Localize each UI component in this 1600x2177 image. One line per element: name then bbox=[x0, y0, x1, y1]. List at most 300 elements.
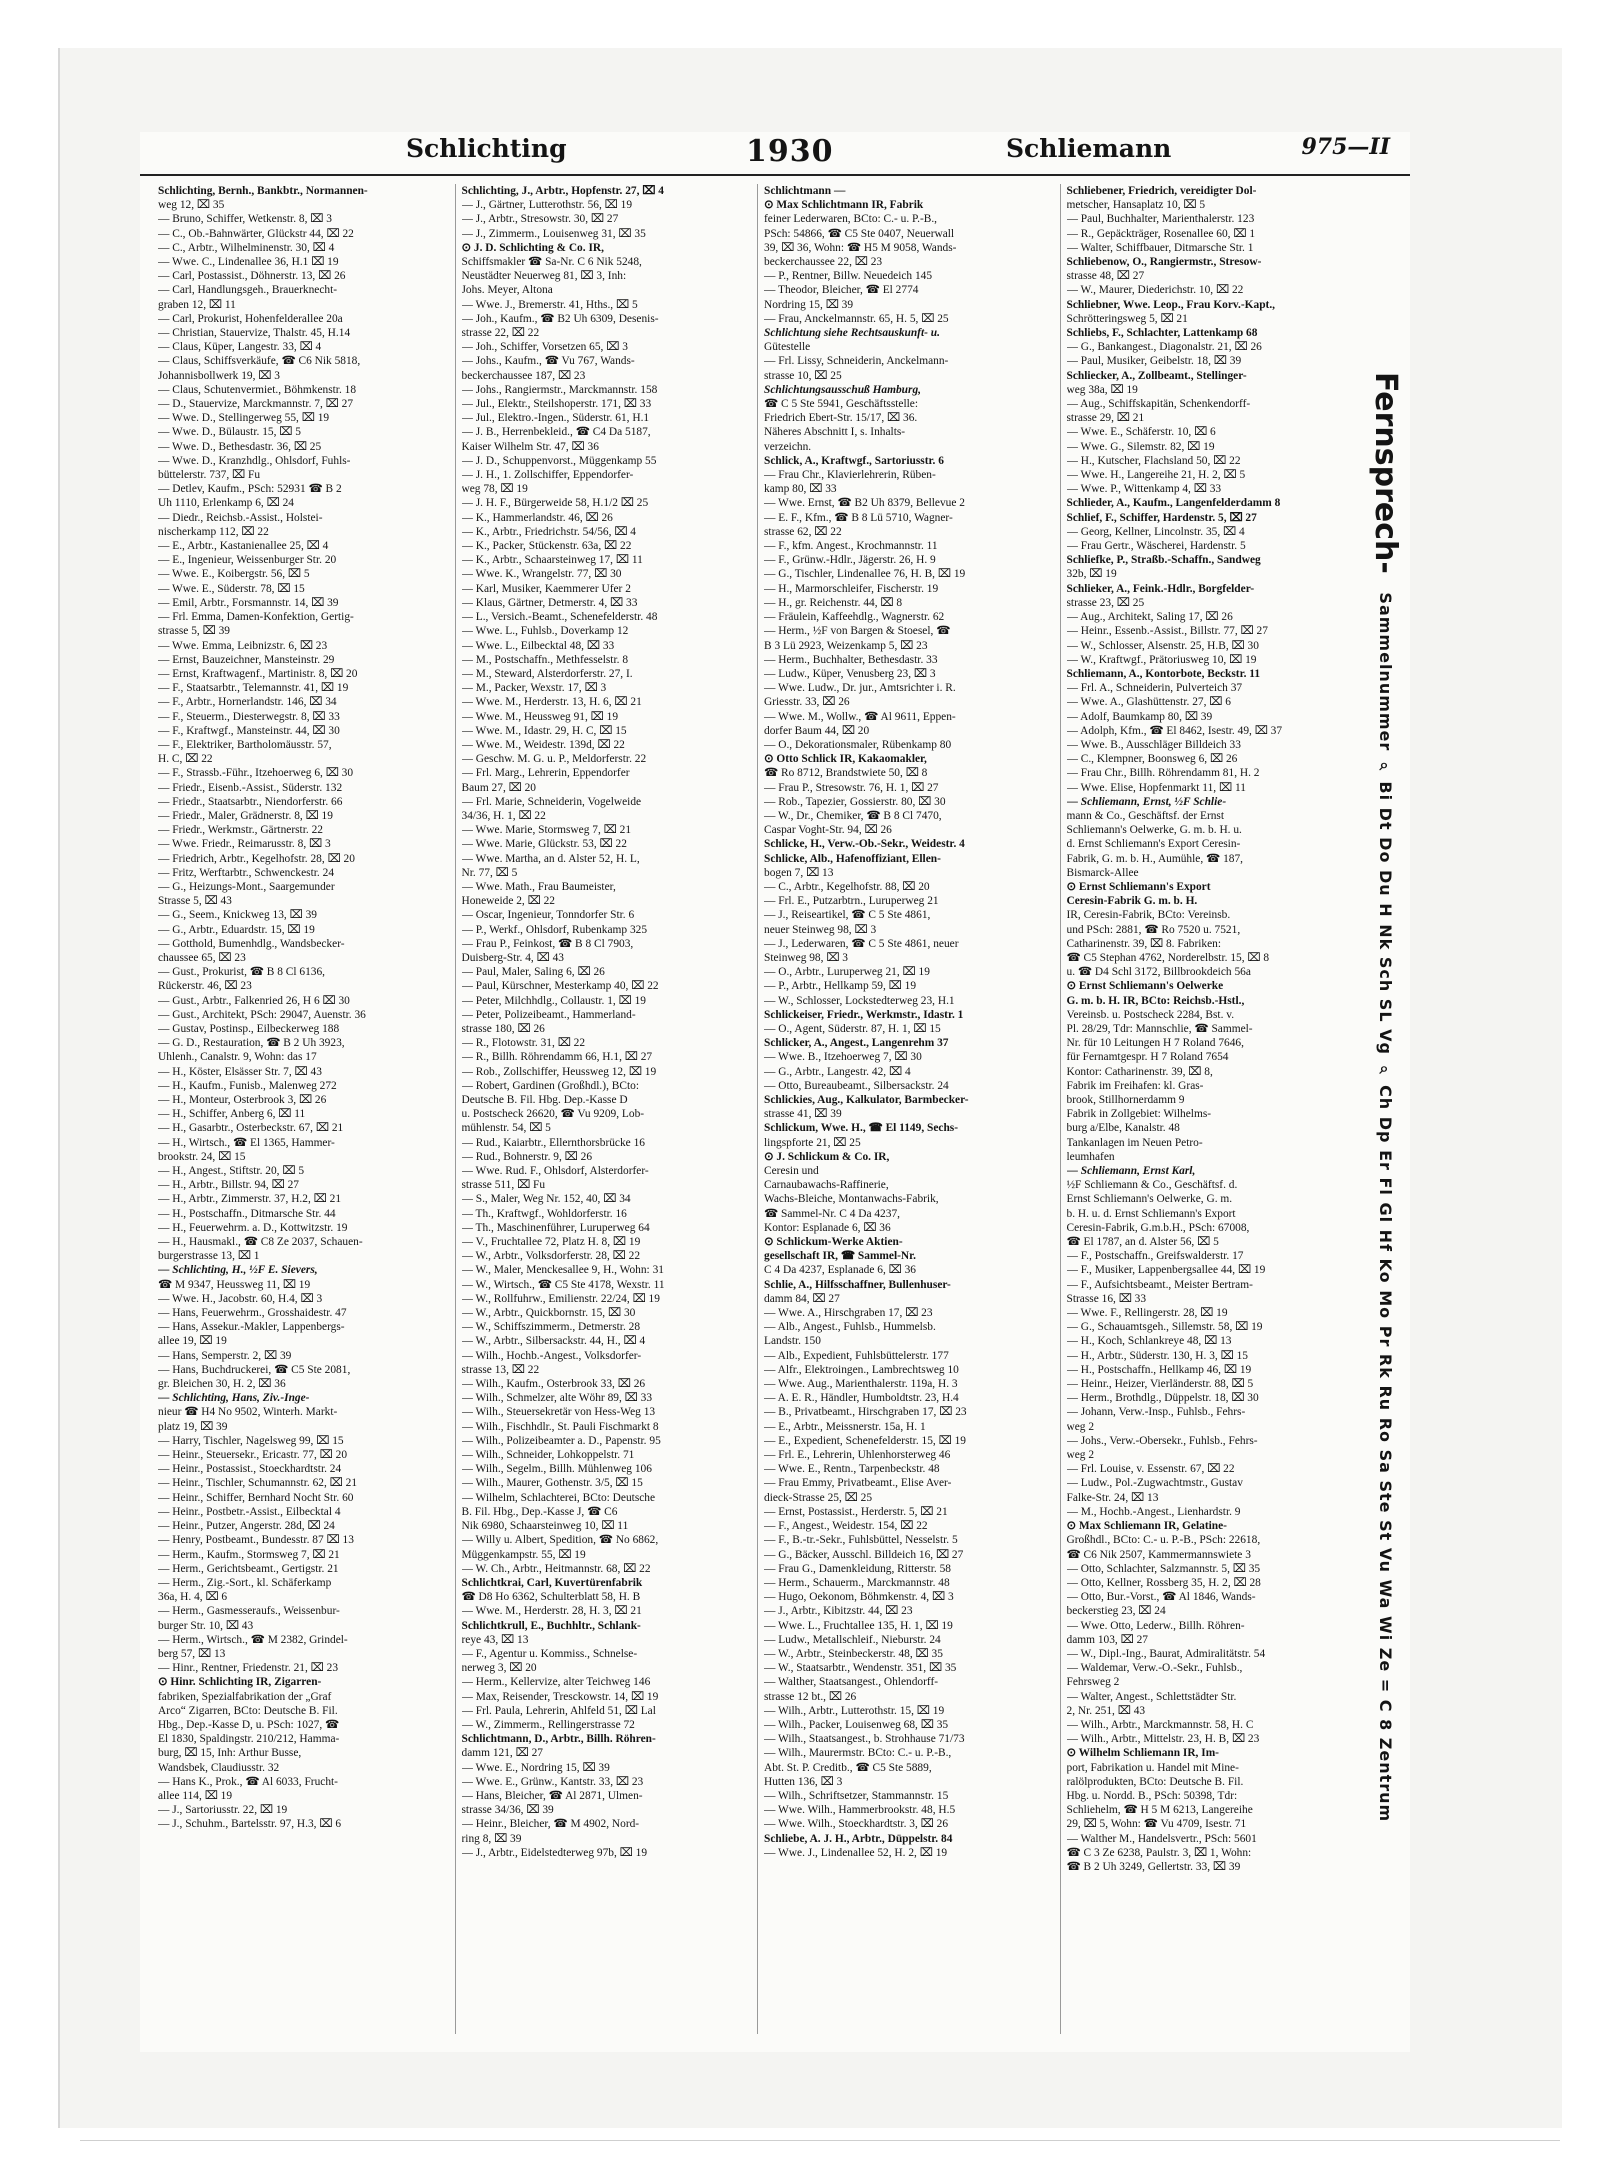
directory-entry-line: Kaiser Wilhelm Str. 47, ⌧ 36 bbox=[461, 440, 599, 453]
directory-entry-line: — J., Schuhm., Bartelsstr. 97, H.3, ⌧ 6 bbox=[158, 1818, 342, 1831]
directory-entry-line: Strasse 5, ⌧ 43 bbox=[158, 895, 232, 908]
directory-entry-line: — W., Arbtr., Volksdorferstr. 28, ⌧ 22 bbox=[461, 1250, 641, 1263]
directory-entry-line: ☎ C5 Stephan 4762, Norderelbstr. 15, ⌧ 8 bbox=[1066, 951, 1270, 964]
directory-entry-line: — Alfr., Elektroingen., Lambrechtsweg 10 bbox=[764, 1363, 959, 1376]
directory-entry-line: büttelerstr. 737, ⌧ Fu bbox=[158, 469, 261, 482]
directory-entry-line: ☎ Sammel-Nr. C 4 Da 4237, bbox=[764, 1207, 900, 1220]
directory-entry-line: — Ludw., Pol.-Zugwachtmstr., Gustav bbox=[1066, 1477, 1243, 1490]
directory-entry-line: — Ludw., Küper, Venusberg 23, ⌧ 3 bbox=[764, 667, 936, 680]
directory-entry-line: — Joh., Schiffer, Vorsetzen 65, ⌧ 3 bbox=[461, 341, 628, 354]
directory-entry-line: Wachs-Bleiche, Montanwachs-Fabrik, bbox=[764, 1193, 939, 1206]
directory-entry-line: strasse 41, ⌧ 39 bbox=[764, 1108, 842, 1121]
directory-entry-line: — Wwe. H., Jacobstr. 60, H.4, ⌧ 3 bbox=[158, 1292, 323, 1305]
directory-entry-line: Nr. für 10 Leitungen H 7 Roland 7646, bbox=[1066, 1037, 1244, 1050]
directory-entry-line: Schlicke, H., Verw.-Ob.-Sekr., Weidestr. 4 bbox=[764, 838, 965, 851]
directory-entry-line: — Frau P., Stresowstr. 76, H. 1, ⌧ 27 bbox=[764, 781, 939, 794]
directory-entry-line: Nr. 77, ⌧ 5 bbox=[461, 866, 518, 879]
directory-entry-line: — Frl. Paula, Lehrerin, Ahlfeld 51, ⌧ Lal bbox=[461, 1704, 656, 1717]
directory-entry-line: — C., Ob.-Bahnwärter, Glückstr 44, ⌧ 22 bbox=[158, 227, 354, 240]
directory-entry-line: — Geschw. M. G. u. P., Meldorferstr. 22 bbox=[461, 753, 647, 766]
directory-entry-line: — Hans, Feuerwehrm., Grosshaidestr. 47 bbox=[158, 1307, 347, 1320]
directory-entry-line: — W., Arbtr., Steinbeckerstr. 48, ⌧ 35 bbox=[764, 1647, 943, 1660]
directory-entry-line: brookstr. 24, ⌧ 15 bbox=[158, 1150, 246, 1163]
directory-entry-line: Schliebenow, O., Rangiermstr., Stresow- bbox=[1066, 256, 1262, 269]
directory-entry-line: ☎ C6 Nik 2507, Kammermannswiete 3 bbox=[1066, 1548, 1251, 1561]
directory-entry-line: verzeichn. bbox=[764, 440, 812, 453]
directory-entry-line: — Alb., Expedient, Fuhlsbüttelerstr. 177 bbox=[764, 1349, 949, 1362]
directory-entry-line: — Harry, Tischler, Nagelsweg 99, ⌧ 15 bbox=[158, 1434, 344, 1447]
directory-entry-line: strasse 10, ⌧ 25 bbox=[764, 369, 842, 382]
directory-entry-line: — Heinr., Heizer, Vierländerstr. 88, ⌧ 5 bbox=[1066, 1378, 1254, 1391]
directory-entry-line: — J. H. F., Bürgerweide 58, H.1/2 ⌧ 25 bbox=[461, 497, 649, 510]
directory-entry-line: — Wwe. H., Langereihe 21, H. 2, ⌧ 5 bbox=[1066, 469, 1246, 482]
directory-entry-line: strasse 511, ⌧ Fu bbox=[461, 1179, 546, 1192]
directory-entry-line: — Wwe. Otto, Lederw., Billh. Röhren- bbox=[1066, 1619, 1245, 1632]
directory-entry-line: — Robert, Gardinen (Großhdl.), BCto: bbox=[461, 1079, 639, 1092]
directory-entry-line: Schiffsmakler ☎ Sa-Nr. C 6 Nik 5248, bbox=[461, 256, 642, 269]
directory-entry-line: — F., Elektriker, Bartholomäusstr. 57, bbox=[158, 738, 332, 751]
directory-entry-line: Ceresin und bbox=[764, 1165, 819, 1178]
directory-entry-line: — Herm., Zig.-Sort., kl. Schäferkamp bbox=[158, 1576, 332, 1589]
directory-entry-line: Schlicker, A., Angest., Langenrehm 37 bbox=[764, 1037, 949, 1050]
directory-entry-line: — Wwe. E., Schäferstr. 10, ⌧ 6 bbox=[1066, 426, 1216, 439]
directory-entry-line: bogen 7, ⌧ 13 bbox=[764, 866, 834, 879]
directory-entry-line: 2, Nr. 251, ⌧ 43 bbox=[1066, 1704, 1146, 1717]
directory-entry-line: — G. D., Restauration, ☎ B 2 Uh 3923, bbox=[158, 1037, 345, 1050]
directory-entry-line: — Friedr., Staatsarbtr., Niendorferstr. 66 bbox=[158, 795, 343, 808]
directory-entry-line: ☎ C 5 Ste 5941, Geschäftsstelle: bbox=[764, 398, 919, 411]
directory-entry-line: — Wwe. Wilh., Stoeckhardtstr. 3, ⌧ 26 bbox=[764, 1818, 949, 1831]
directory-entry-line: — Carl, Handlungsgeh., Brauerknecht- bbox=[158, 284, 338, 297]
directory-entry-line: — H., Arbtr., Billstr. 94, ⌧ 27 bbox=[158, 1179, 299, 1192]
directory-entry-line: gr. Bleichen 30, H. 2, ⌧ 36 bbox=[158, 1378, 286, 1391]
directory-entry-line: — H., Arbtr., Zimmerstr. 37, H.2, ⌧ 21 bbox=[158, 1193, 342, 1206]
directory-entry-line: — Wwe. E., Rentn., Tarpenbeckstr. 48 bbox=[764, 1463, 940, 1476]
directory-entry-line: — Wwe. C., Lindenallee 36, H.1 ⌧ 19 bbox=[158, 256, 339, 269]
directory-entry-line: — F., Arbtr., Hornerlandstr. 146, ⌧ 34 bbox=[158, 696, 337, 709]
directory-entry-line: — L., Versich.-Beamt., Schenefelderstr. 48 bbox=[461, 611, 658, 624]
directory-entry-line: Schliemann, A., Kontorbote, Beckstr. 11 bbox=[1066, 667, 1261, 680]
directory-entry-line: ralölprodukten, BCto: Deutsche B. Fil. bbox=[1066, 1775, 1244, 1788]
directory-entry-line: — Hugo, Oekonom, Böhmkenstr. 4, ⌧ 3 bbox=[764, 1591, 954, 1604]
directory-entry-line: Müggenkampstr. 55, ⌧ 19 bbox=[461, 1548, 586, 1561]
directory-entry-line: strasse 12 bt., ⌧ 26 bbox=[764, 1690, 857, 1703]
directory-entry-line: strasse 180, ⌧ 26 bbox=[461, 1022, 545, 1035]
directory-entry-line: — Frau G., Damenkleidung, Ritterstr. 58 bbox=[764, 1562, 951, 1575]
directory-entry-line: — Hans K., Prok., ☎ Al 6033, Frucht- bbox=[158, 1775, 338, 1788]
directory-entry-line: — W., Schiffszimmerm., Detmerstr. 28 bbox=[461, 1321, 641, 1334]
directory-entry-line: — Fräulein, Kaffeehdlg., Wagnerstr. 62 bbox=[764, 611, 945, 624]
directory-entry-line: — Wilh., Kaufm., Osterbrook 33, ⌧ 26 bbox=[461, 1378, 646, 1391]
directory-entry-line: — E. F., Kfm., ☎ B 8 Lü 5710, Wagner- bbox=[764, 511, 953, 524]
directory-entry-line: — Wwe. D., Kranzhdlg., Ohlsdorf, Fuhls- bbox=[158, 454, 351, 467]
directory-entry-line: — Herm., ½F von Bargen & Stoesel, ☎ bbox=[764, 625, 951, 638]
directory-entry-line: — Claus, Schutenvermiet., Böhmkenstr. 18 bbox=[158, 383, 357, 396]
directory-entry-line: Ceresin-Fabrik G. m. b. H. bbox=[1066, 895, 1198, 908]
directory-entry-line: — H., Kutscher, Flachsland 50, ⌧ 22 bbox=[1066, 454, 1241, 467]
directory-entry-line: — Wilhelm, Schlachterei, BCto: Deutsche bbox=[461, 1491, 656, 1504]
directory-entry-line: Schliebner, Wwe. Leop., Frau Korv.-Kapt., bbox=[1066, 298, 1276, 311]
directory-entry-line: — Schlichting, H., ½F E. Sievers, bbox=[158, 1264, 318, 1277]
directory-entry-line: — G., Schauamtsgeh., Sillemstr. 58, ⌧ 19 bbox=[1066, 1321, 1263, 1334]
directory-entry-line: — H., gr. Reichenstr. 44, ⌧ 8 bbox=[764, 596, 903, 609]
directory-entry-line: strasse 34/36, ⌧ 39 bbox=[461, 1804, 554, 1817]
directory-entry-line: — Wwe. Rud. F., Ohlsdorf, Alsterdorfer- bbox=[461, 1165, 649, 1178]
directory-entry-line: — Otto, Kellner, Rossberg 35, H. 2, ⌧ 28 bbox=[1066, 1576, 1261, 1589]
directory-entry-line: — P., Rentner, Billw. Neuedeich 145 bbox=[764, 270, 933, 283]
directory-entry-line: Schlickum, Wwe. H., ☎ El 1149, Sechs- bbox=[764, 1122, 959, 1135]
directory-entry-line: — Frl. Marg., Lehrerin, Eppendorfer bbox=[461, 767, 630, 780]
directory-entry-line: El 1830, Spaldingstr. 210/212, Hamma- bbox=[158, 1733, 340, 1746]
directory-entry-line: d. Ernst Schliemann's Export Ceresin- bbox=[1066, 838, 1241, 851]
directory-entry-line: — Frau, Anckelmannstr. 65, H. 5, ⌧ 25 bbox=[764, 312, 949, 325]
directory-entry-line: — G., Arbtr., Eduardstr. 15, ⌧ 19 bbox=[158, 923, 315, 936]
directory-entry-line: — Herm., Kaufm., Stormsweg 7, ⌧ 21 bbox=[158, 1548, 340, 1561]
directory-entry-line: Schrötteringsweg 5, ⌧ 21 bbox=[1066, 312, 1188, 325]
directory-entry-line: — Wwe. P., Wittenkamp 4, ⌧ 33 bbox=[1066, 483, 1222, 496]
directory-entry-line: — Heinr., Postassist., Stoeckhardtstr. 24 bbox=[158, 1463, 342, 1476]
directory-entry-line: — Walther, Staatsangest., Ohlendorff- bbox=[764, 1676, 939, 1689]
directory-entry-line: — W., Wirtsch., ☎ C5 Ste 4178, Wexstr. 11 bbox=[461, 1278, 665, 1291]
directory-entry-line: — Schlichting, Hans, Ziv.-Inge- bbox=[158, 1392, 310, 1405]
directory-entry-line: — Johann, Verw.-Insp., Fuhlsb., Fehrs- bbox=[1066, 1406, 1246, 1419]
directory-entry-line: — Emil, Arbtr., Forsmannstr. 14, ⌧ 39 bbox=[158, 596, 339, 609]
directory-entry-line: — Th., Kraftwgf., Wohldorferstr. 16 bbox=[461, 1207, 627, 1220]
directory-entry-line: u. ☎ D4 Schl 3172, Billbrookdeich 56a bbox=[1066, 966, 1251, 979]
directory-entry-line: — Aug., Architekt, Saling 17, ⌧ 26 bbox=[1066, 611, 1233, 624]
directory-entry-line: — Heinr., Bleicher, ☎ M 4902, Nord- bbox=[461, 1818, 640, 1831]
directory-entry-line: fabriken, Spezialfabrikation der „Graf bbox=[158, 1690, 332, 1703]
directory-entry-line: — H., Wirtsch., ☎ El 1365, Hammer- bbox=[158, 1136, 335, 1149]
directory-entry-line: — F., B.-tr.-Sekr., Fuhlsbüttel, Nesselstr. 5 bbox=[764, 1534, 958, 1547]
directory-entry-line: — F., Staatsarbtr., Telemannstr. 41, ⌧ 19 bbox=[158, 682, 349, 695]
column-4 bbox=[1060, 184, 1353, 2034]
directory-entry-line: — G., Heizungs-Mont., Saargemunder bbox=[158, 880, 335, 893]
directory-entry-line: — Wilh., Polizeibeamter a. D., Papenstr. 95 bbox=[461, 1434, 661, 1447]
directory-entry-line: ⊙ J. Schlickum & Co. IR, bbox=[764, 1150, 890, 1163]
directory-entry-line: — Wwe. E., Nordring 15, ⌧ 39 bbox=[461, 1761, 610, 1774]
directory-entry-line: Steinweg 98, ⌧ 3 bbox=[764, 951, 848, 964]
directory-entry-line: — Hans, Buchdruckerei, ☎ C5 Ste 2081, bbox=[158, 1363, 351, 1376]
directory-entry-line: Kontor: Catharinenstr. 39, ⌧ 8, bbox=[1066, 1065, 1213, 1078]
directory-entry-line: strasse 5, ⌧ 39 bbox=[158, 625, 230, 638]
directory-entry-line: ½F Schliemann & Co., Geschäftsf. d. bbox=[1066, 1179, 1238, 1192]
directory-entry-line: — Herm., Gerichtsbeamt., Gertigstr. 21 bbox=[158, 1562, 339, 1575]
directory-entry-line: Schliefke, P., Straßb.-Schaffn., Sandweg bbox=[1066, 554, 1261, 567]
directory-entry-line: — Heinr., Essenb.-Assist., Billstr. 77, ⌧ 27 bbox=[1066, 625, 1268, 638]
directory-entry-line: — Frau Chr., Klavierlehrerin, Rüben- bbox=[764, 469, 936, 482]
directory-entry-line: — Wwe. D., Bethesdastr. 36, ⌧ 25 bbox=[158, 440, 322, 453]
directory-entry-line: — Wilh., Maurer, Gothenstr. 3/5, ⌧ 15 bbox=[461, 1477, 643, 1490]
directory-entry-line: — W., Staatsarbtr., Wendenstr. 351, ⌧ 35 bbox=[764, 1662, 957, 1675]
directory-entry-line: Schlieder, A., Kaufm., Langenfelderdamm 8 bbox=[1066, 497, 1281, 510]
directory-entry-line: Schlichtkrai, Carl, Kuvertürenfabrik bbox=[461, 1576, 643, 1589]
directory-entry-line: — Detlev, Kaufm., PSch: 52931 ☎ B 2 bbox=[158, 483, 342, 496]
directory-entry-line: Fehrsweg 2 bbox=[1066, 1676, 1120, 1689]
directory-entry-line: — Frl. Marie, Schneiderin, Vogelweide bbox=[461, 795, 642, 808]
directory-entry-line: — Wwe. A., Hirschgraben 17, ⌧ 23 bbox=[764, 1307, 933, 1320]
running-head bbox=[156, 134, 1394, 174]
sidebar-title: Fernsprech- bbox=[1368, 372, 1403, 574]
directory-entry-line: ☎ B 2 Uh 3249, Gellertstr. 33, ⌧ 39 bbox=[1066, 1860, 1241, 1873]
directory-entry-line: 32b, ⌧ 19 bbox=[1066, 568, 1117, 581]
directory-entry-line: — Herm., Gasmesseraufs., Weissenbur- bbox=[158, 1605, 340, 1618]
directory-entry-line: — M., Packer, Wexstr. 17, ⌧ 3 bbox=[461, 682, 607, 695]
directory-entry-line: Landstr. 150 bbox=[764, 1335, 821, 1348]
directory-entry-line: — Rud., Kaiarbtr., Ellernthorsbrücke 16 bbox=[461, 1136, 645, 1149]
directory-entry-line: — J., Lederwaren, ☎ C 5 Ste 4861, neuer bbox=[764, 937, 959, 950]
directory-entry-line: für Fernamtgespr. H 7 Roland 7654 bbox=[1066, 1051, 1229, 1064]
column-1 bbox=[152, 184, 445, 2034]
directory-entry-line: — Henry, Postbeamt., Bundesstr. 87 ⌧ 13 bbox=[158, 1534, 354, 1547]
directory-entry-line: — Wwe. M., Heussweg 91, ⌧ 19 bbox=[461, 710, 619, 723]
directory-entry-line: — Heinr., Putzer, Angerstr. 28d, ⌧ 24 bbox=[158, 1520, 335, 1533]
directory-entry-line: — Peter, Milchhdlg., Collaustr. 1, ⌧ 19 bbox=[461, 994, 646, 1007]
directory-entry-line: feiner Lederwaren, BCto: C.- u. P.-B., bbox=[764, 213, 938, 226]
directory-entry-line: — C., Arbtr., Kegelhofstr. 88, ⌧ 20 bbox=[764, 880, 930, 893]
directory-entry-line: — Hans, Bleicher, ☎ Al 2871, Ulmen- bbox=[461, 1789, 643, 1802]
directory-entry-line: Schlickeiser, Friedr., Werkmstr., Idastr. 1 bbox=[764, 1008, 964, 1021]
header-last-name: Schliemann bbox=[1006, 134, 1172, 163]
directory-entry-line: Wandsbek, Claudiusstr. 32 bbox=[158, 1761, 280, 1774]
directory-entry-line: — J., Arbtr., Eidelstedterweg 97b, ⌧ 19 bbox=[461, 1846, 648, 1859]
directory-entry-line: Großhdl., BCto: C.- u. P.-B., PSch: 22618, bbox=[1066, 1534, 1261, 1547]
directory-entry-line: — Wwe. M., Weidestr. 139d, ⌧ 22 bbox=[461, 738, 625, 751]
directory-entry-line: — F., Aufsichtsbeamt., Meister Bertram- bbox=[1066, 1278, 1253, 1291]
directory-entry-line: — J., Zimmerm., Louisenweg 31, ⌧ 35 bbox=[461, 227, 646, 240]
directory-entry-line: — Peter, Polizeibeamt., Hammerland- bbox=[461, 1008, 636, 1021]
directory-entry-line: Friedrich Ebert-Str. 15/17, ⌧ 36. bbox=[764, 412, 918, 425]
directory-entry-line: — Willy u. Albert, Spedition, ☎ No 6862, bbox=[461, 1534, 659, 1547]
directory-entry-line: — Frl. Louise, v. Essenstr. 67, ⌧ 22 bbox=[1066, 1463, 1235, 1476]
directory-entry-line: Schlie, A., Hilfsschaffner, Bullenhuser- bbox=[764, 1278, 951, 1291]
directory-entry-line: — Johs., Rangiermstr., Marckmannstr. 158 bbox=[461, 383, 658, 396]
directory-entry-line: — Frl. Lissy, Schneiderin, Anckelmann- bbox=[764, 355, 949, 368]
directory-entry-line: — J. H., 1. Zollschiffer, Eppendorfer- bbox=[461, 469, 634, 482]
directory-entry-line: Kontor: Esplanade 6, ⌧ 36 bbox=[764, 1221, 891, 1234]
directory-entry-line: — H., Arbtr., Süderstr. 130, H. 3, ⌧ 15 bbox=[1066, 1349, 1248, 1362]
directory-entry-line: — Friedr., Maler, Grädnerstr. 8, ⌧ 19 bbox=[158, 809, 333, 822]
directory-columns bbox=[152, 184, 1352, 2034]
directory-entry-line: — Wwe. G., Silemstr. 82, ⌧ 19 bbox=[1066, 440, 1215, 453]
sidebar-exchange-list: Sammelnummer ⌕ Bi Dt Do Du H Nk Sch SL Vg ⌕ Ch Dp Er Fl Gl Hf Ko Mo Pr Rk Ru Ro Sa Ste St Vu Wa Wi Ze = C 8 Zentrum bbox=[1376, 592, 1395, 1823]
directory-entry-line: strasse 48, ⌧ 27 bbox=[1066, 270, 1145, 283]
directory-entry-line: — P., Arbtr., Hellkamp 59, ⌧ 19 bbox=[764, 980, 917, 993]
directory-entry-line: — W., Maler, Menckesallee 9, H., Wohn: 31 bbox=[461, 1264, 664, 1277]
directory-entry-line: ⊙ Otto Schlick IR, Kakaomakler, bbox=[764, 753, 927, 766]
directory-entry-line: — Wwe. Emma, Leibnizstr. 6, ⌧ 23 bbox=[158, 639, 328, 652]
directory-entry-line: — Wwe. M., Herderstr. 28, H. 3, ⌧ 21 bbox=[461, 1605, 642, 1618]
directory-entry-line: — G., Tischler, Lindenallee 76, H. B, ⌧ 19 bbox=[764, 568, 966, 581]
directory-entry-line: — Hans, Semperstr. 2, ⌧ 39 bbox=[158, 1349, 292, 1362]
directory-entry-line: ring 8, ⌧ 39 bbox=[461, 1832, 522, 1845]
directory-entry-line: strasse 62, ⌧ 22 bbox=[764, 525, 842, 538]
directory-entry-line: — Fritz, Werftarbtr., Schwenckestr. 24 bbox=[158, 866, 335, 879]
directory-entry-line: — G., Seem., Knickweg 13, ⌧ 39 bbox=[158, 909, 317, 922]
directory-entry-line: — Claus, Küper, Langestr. 33, ⌧ 4 bbox=[158, 341, 322, 354]
directory-entry-line: — H., Angest., Stiftstr. 20, ⌧ 5 bbox=[158, 1165, 305, 1178]
directory-entry-line: — M., Postschaffn., Methfesselstr. 8 bbox=[461, 653, 629, 666]
directory-entry-line: mann & Co., Geschäftsf. der Ernst bbox=[1066, 809, 1225, 822]
directory-entry-line: — E., Arbtr., Meissnerstr. 15a, H. 1 bbox=[764, 1420, 926, 1433]
directory-entry-line: platz 19, ⌧ 39 bbox=[158, 1420, 228, 1433]
directory-entry-line: ⊙ Max Schliemann IR, Gelatine- bbox=[1066, 1520, 1227, 1533]
directory-entry-line: ☎ C 3 Ze 6238, Paulstr. 3, ⌧ 1, Wohn: bbox=[1066, 1846, 1252, 1859]
directory-entry-line: Caspar Voght-Str. 94, ⌧ 26 bbox=[764, 824, 892, 837]
directory-entry-line: 36a, H. 4, ⌧ 6 bbox=[158, 1591, 228, 1604]
directory-entry-line: — V., Fruchtallee 72, Platz H. 8, ⌧ 19 bbox=[461, 1236, 641, 1249]
directory-entry-line: Carnaubawachs-Raffinerie, bbox=[764, 1179, 889, 1192]
directory-entry-line: — J., Reiseartikel, ☎ C 5 Ste 4861, bbox=[764, 909, 931, 922]
directory-entry-line: — M., Steward, Alsterdorferstr. 27, I. bbox=[461, 667, 633, 680]
directory-entry-line: — Wwe. L., Fuhlsb., Doverkamp 12 bbox=[461, 625, 629, 638]
directory-entry-line: — W., Dipl.-Ing., Baurat, Admiralitätstr. 54 bbox=[1066, 1647, 1266, 1660]
directory-entry-line: ☎ D8 Ho 6362, Schulterblatt 58, H. B bbox=[461, 1591, 641, 1604]
directory-entry-line: — H., Postschaffn., Ditmarsche Str. 44 bbox=[158, 1207, 336, 1220]
directory-entry-line: — Oscar, Ingenieur, Tonndorfer Str. 6 bbox=[461, 909, 635, 922]
directory-entry-line: — Georg, Kellner, Lincolnstr. 35, ⌧ 4 bbox=[1066, 525, 1245, 538]
directory-entry-line: b. H. u. d. Ernst Schliemann's Export bbox=[1066, 1207, 1236, 1220]
directory-entry-line: — H., Marmorschleifer, Fischerstr. 19 bbox=[764, 582, 939, 595]
directory-entry-line: — Gotthold, Bumenhdlg., Wandsbecker- bbox=[158, 937, 345, 950]
directory-entry-line: — Wilh., Steuersekretär von Hess-Weg 13 bbox=[461, 1406, 656, 1419]
directory-entry-line: — Bruno, Schiffer, Wetkenstr. 8, ⌧ 3 bbox=[158, 213, 332, 226]
directory-entry-line: — Heinr., Tischler, Schumannstr. 62, ⌧ 21 bbox=[158, 1477, 358, 1490]
directory-entry-line: Schlichtung siehe Rechtsauskunft- u. bbox=[764, 327, 940, 340]
directory-entry-line: metscher, Hansaplatz 10, ⌧ 5 bbox=[1066, 199, 1206, 212]
scan-edge-line bbox=[80, 2140, 1560, 2141]
directory-entry-line: — F., Steuerm., Diesterwegstr. 8, ⌧ 33 bbox=[158, 710, 340, 723]
directory-entry-line: nerweg 3, ⌧ 20 bbox=[461, 1662, 537, 1675]
directory-entry-line: — Christian, Stauervize, Thalstr. 45, H.14 bbox=[158, 327, 351, 340]
directory-entry-line: B. Fil. Hbg., Dep.-Kasse J, ☎ C6 bbox=[461, 1505, 618, 1518]
directory-entry-line: — E., Arbtr., Kastanienallee 25, ⌧ 4 bbox=[158, 540, 329, 553]
directory-entry-line: — O., Dekorationsmaler, Rübenkamp 80 bbox=[764, 738, 952, 751]
directory-entry-line: mühlenstr. 54, ⌧ 5 bbox=[461, 1122, 551, 1135]
directory-entry-line: — Paul, Maler, Saling 6, ⌧ 26 bbox=[461, 966, 605, 979]
directory-entry-line: — Wilh., Arbtr., Mittelstr. 23, H. B, ⌧ 23 bbox=[1066, 1733, 1260, 1746]
directory-entry-line: burgerstrasse 13, ⌧ 1 bbox=[158, 1250, 260, 1263]
directory-entry-line: — Wwe. L., Fruchtallee 135, H. 1, ⌧ 19 bbox=[764, 1619, 953, 1632]
directory-entry-line: Baum 27, ⌧ 20 bbox=[461, 781, 537, 794]
directory-entry-line: Schliebe, A. J. H., Arbtr., Düppelstr. 84 bbox=[764, 1832, 953, 1845]
directory-entry-line: — J., Arbtr., Stresowstr. 30, ⌧ 27 bbox=[461, 213, 619, 226]
page-number: 975—II bbox=[1301, 134, 1390, 160]
directory-entry-line: Johannisbollwerk 19, ⌧ 3 bbox=[158, 369, 280, 382]
directory-entry-line: — Otto, Bureaubeamt., Silbersackstr. 24 bbox=[764, 1079, 949, 1092]
directory-entry-line: — H., Koch, Schlankreye 48, ⌧ 13 bbox=[1066, 1335, 1232, 1348]
directory-entry-line: — W. Ch., Arbtr., Heitmannstr. 68, ⌧ 22 bbox=[461, 1562, 651, 1575]
directory-entry-line: — Wwe. D., Bülaustr. 15, ⌧ 5 bbox=[158, 426, 301, 439]
column-2 bbox=[455, 184, 748, 2034]
directory-entry-line: — Friedr., Werkmstr., Gärtnerstr. 22 bbox=[158, 824, 323, 837]
directory-entry-line: — Otto, Bur.-Vorst., ☎ Al 1846, Wands- bbox=[1066, 1591, 1256, 1604]
directory-entry-line: Johs. Meyer, Altona bbox=[461, 284, 553, 297]
directory-entry-line: — A. E. R., Händler, Humboldtstr. 23, H.4 bbox=[764, 1392, 959, 1405]
directory-entry-line: — Jul., Elektro.-Ingen., Süderstr. 61, H.1 bbox=[461, 412, 650, 425]
directory-entry-line: — Rob., Zollschiffer, Heussweg 12, ⌧ 19 bbox=[461, 1065, 657, 1078]
directory-entry-line: Pl. 28/29, Tdr: Mannschlie, ☎ Sammel- bbox=[1066, 1022, 1253, 1035]
directory-entry-line: — G., Bäcker, Ausschl. Billdeich 16, ⌧ 27 bbox=[764, 1548, 964, 1561]
directory-entry-line: — Frl. Emma, Damen-Konfektion, Gertig- bbox=[158, 611, 354, 624]
directory-entry-line: — F., Musiker, Lappenbergsallee 44, ⌧ 19 bbox=[1066, 1264, 1266, 1277]
directory-entry-line: — C., Klempner, Boonsweg 6, ⌧ 26 bbox=[1066, 753, 1238, 766]
directory-entry-line: — Wilh., Arbtr., Marckmannstr. 58, H. C bbox=[1066, 1718, 1254, 1731]
directory-entry-line: — O., Agent, Süderstr. 87, H. 1, ⌧ 15 bbox=[764, 1022, 941, 1035]
directory-entry-line: Vereinsb. u. Postscheck 2284, Bst. v. bbox=[1066, 1008, 1235, 1021]
directory-entry-line: — K., Arbtr., Friedrichstr. 54/56, ⌧ 4 bbox=[461, 525, 636, 538]
directory-entry-line: H. C, ⌧ 22 bbox=[158, 753, 213, 766]
directory-entry-line: — Walter, Schiffbauer, Ditmarsche Str. 1 bbox=[1066, 241, 1254, 254]
directory-entry-line: 29, ⌧ 5, Wohn: ☎ Vu 4709, Isestr. 71 bbox=[1066, 1818, 1247, 1831]
directory-entry-line: — J. D., Schuppenvorst., Müggenkamp 55 bbox=[461, 454, 657, 467]
directory-entry-line: Arco“ Zigarren, BCto: Deutsche B. Fil. bbox=[158, 1704, 338, 1717]
directory-entry-line: — F., Grünw.-Hdlr., Jägerstr. 26, H. 9 bbox=[764, 554, 936, 567]
directory-entry-line: — Wilh., Hochb.-Angest., Volksdorfer- bbox=[461, 1349, 642, 1362]
directory-entry-line: burg, ⌧ 15, Inh: Arthur Busse, bbox=[158, 1747, 302, 1760]
directory-entry-line: — Wwe. K., Wrangelstr. 77, ⌧ 30 bbox=[461, 568, 622, 581]
directory-entry-line: — Alb., Angest., Fuhlsb., Hummelsb. bbox=[764, 1321, 936, 1334]
directory-entry-line: — Max, Reisender, Tresckowstr. 14, ⌧ 19 bbox=[461, 1690, 659, 1703]
directory-entry-line: — Frau Chr., Billh. Röhrendamm 81, H. 2 bbox=[1066, 767, 1260, 780]
directory-entry-line: Schlick, A., Kraftwgf., Sartoriusstr. 6 bbox=[764, 454, 944, 467]
directory-entry-line: — Gustav, Postinsp., Eilbeckerweg 188 bbox=[158, 1022, 340, 1035]
directory-entry-line: allee 114, ⌧ 19 bbox=[158, 1789, 233, 1802]
directory-entry-line: damm 84, ⌧ 27 bbox=[764, 1292, 840, 1305]
directory-entry-line: — Aug., Schiffskapitän, Schenkendorff- bbox=[1066, 398, 1251, 411]
directory-entry-line: — P., Werkf., Ohlsdorf, Rubenkamp 325 bbox=[461, 923, 648, 936]
directory-entry-line: — Friedr., Eisenb.-Assist., Süderstr. 132 bbox=[158, 781, 343, 794]
directory-entry-line: ⊙ Hinr. Schlichting IR, Zigarren- bbox=[158, 1676, 322, 1689]
directory-entry-line: — W., Dr., Chemiker, ☎ B 8 Cl 7470, bbox=[764, 809, 942, 822]
directory-entry-line: damm 103, ⌧ 27 bbox=[1066, 1633, 1148, 1646]
directory-entry-line: B 3 Lü 2923, Weizenkamp 5, ⌧ 23 bbox=[764, 639, 928, 652]
directory-entry-line: — Jul., Elektr., Steilshoperstr. 171, ⌧ 33 bbox=[461, 398, 652, 411]
directory-entry-line: Griesstr. 33, ⌧ 26 bbox=[764, 696, 850, 709]
directory-entry-line: — W., Arbtr., Quickbornstr. 15, ⌧ 30 bbox=[461, 1307, 636, 1320]
directory-entry-line: — Waldemar, Verw.-O.-Sekr., Fuhlsb., bbox=[1066, 1662, 1243, 1675]
directory-entry-line: Schlicke, Alb., Hafenoffiziant, Ellen- bbox=[764, 852, 941, 865]
directory-entry-line: kamp 80, ⌧ 33 bbox=[764, 483, 837, 496]
directory-entry-line: — Hans, Assekur.-Makler, Lappenbergs- bbox=[158, 1321, 345, 1334]
directory-entry-line: — Carl, Postassist., Döhnerstr. 13, ⌧ 26 bbox=[158, 270, 346, 283]
directory-entry-line: Deutsche B. Fil. Hbg. Dep.-Kasse D bbox=[461, 1094, 628, 1106]
directory-entry-line: — Frau Emmy, Privatbeamt., Elise Aver- bbox=[764, 1477, 952, 1490]
directory-entry-line: — Heinr., Steuersekr., Ericastr. 77, ⌧ 20 bbox=[158, 1449, 348, 1462]
directory-entry-line: Schlichtungsausschuß Hamburg, bbox=[764, 383, 921, 396]
directory-entry-line: — Walter, Angest., Schlettstädter Str. bbox=[1066, 1690, 1237, 1703]
directory-entry-line: — K., Arbtr., Schaarsteinweg 17, ⌧ 11 bbox=[461, 554, 643, 567]
directory-entry-line: — Frl. E., Putzarbtrn., Luruperweg 21 bbox=[764, 895, 939, 908]
directory-entry-line: Neustädter Neuerweg 81, ⌧ 3, Inh: bbox=[461, 270, 627, 283]
directory-entry-line: — Wwe. Marie, Glückstr. 53, ⌧ 22 bbox=[461, 838, 627, 851]
directory-entry-line: Nik 6980, Schaarsteinweg 10, ⌧ 11 bbox=[461, 1520, 629, 1533]
directory-entry-line: — H., Postschaffn., Hellkamp 46, ⌧ 19 bbox=[1066, 1363, 1252, 1376]
directory-entry-line: Duisberg-Str. 4, ⌧ 43 bbox=[461, 951, 564, 964]
directory-entry-line: Fabrik im Freihafen: kl. Gras- bbox=[1066, 1079, 1204, 1092]
directory-entry-line: Schlichtmann — bbox=[764, 185, 846, 197]
directory-entry-line: — J., Sartoriusstr. 22, ⌧ 19 bbox=[158, 1804, 288, 1817]
directory-entry-line: — Johs., Verw.-Obersekr., Fuhlsb., Fehrs- bbox=[1066, 1434, 1258, 1447]
directory-entry-line: — K., Packer, Stückenstr. 63a, ⌧ 22 bbox=[461, 540, 632, 553]
directory-entry-line: — Wilh., Maurermstr. BCto: C.- u. P.-B., bbox=[764, 1747, 952, 1760]
directory-entry-line: — Wwe. J., Lindenallee 52, H. 2, ⌧ 19 bbox=[764, 1846, 948, 1859]
directory-entry-line: — Paul, Musiker, Geibelstr. 18, ⌧ 39 bbox=[1066, 355, 1242, 368]
directory-entry-line: Ceresin-Fabrik, G.m.b.H., PSch: 67008, bbox=[1066, 1221, 1250, 1234]
directory-entry-line: Hbg., Dep.-Kasse D, u. PSch: 1027, ☎ bbox=[158, 1718, 340, 1731]
directory-entry-line: — Wwe. B., Ausschläger Billdeich 33 bbox=[1066, 738, 1241, 751]
directory-entry-line: — W., Arbtr., Silbersackstr. 44, H., ⌧ 4 bbox=[461, 1335, 646, 1348]
